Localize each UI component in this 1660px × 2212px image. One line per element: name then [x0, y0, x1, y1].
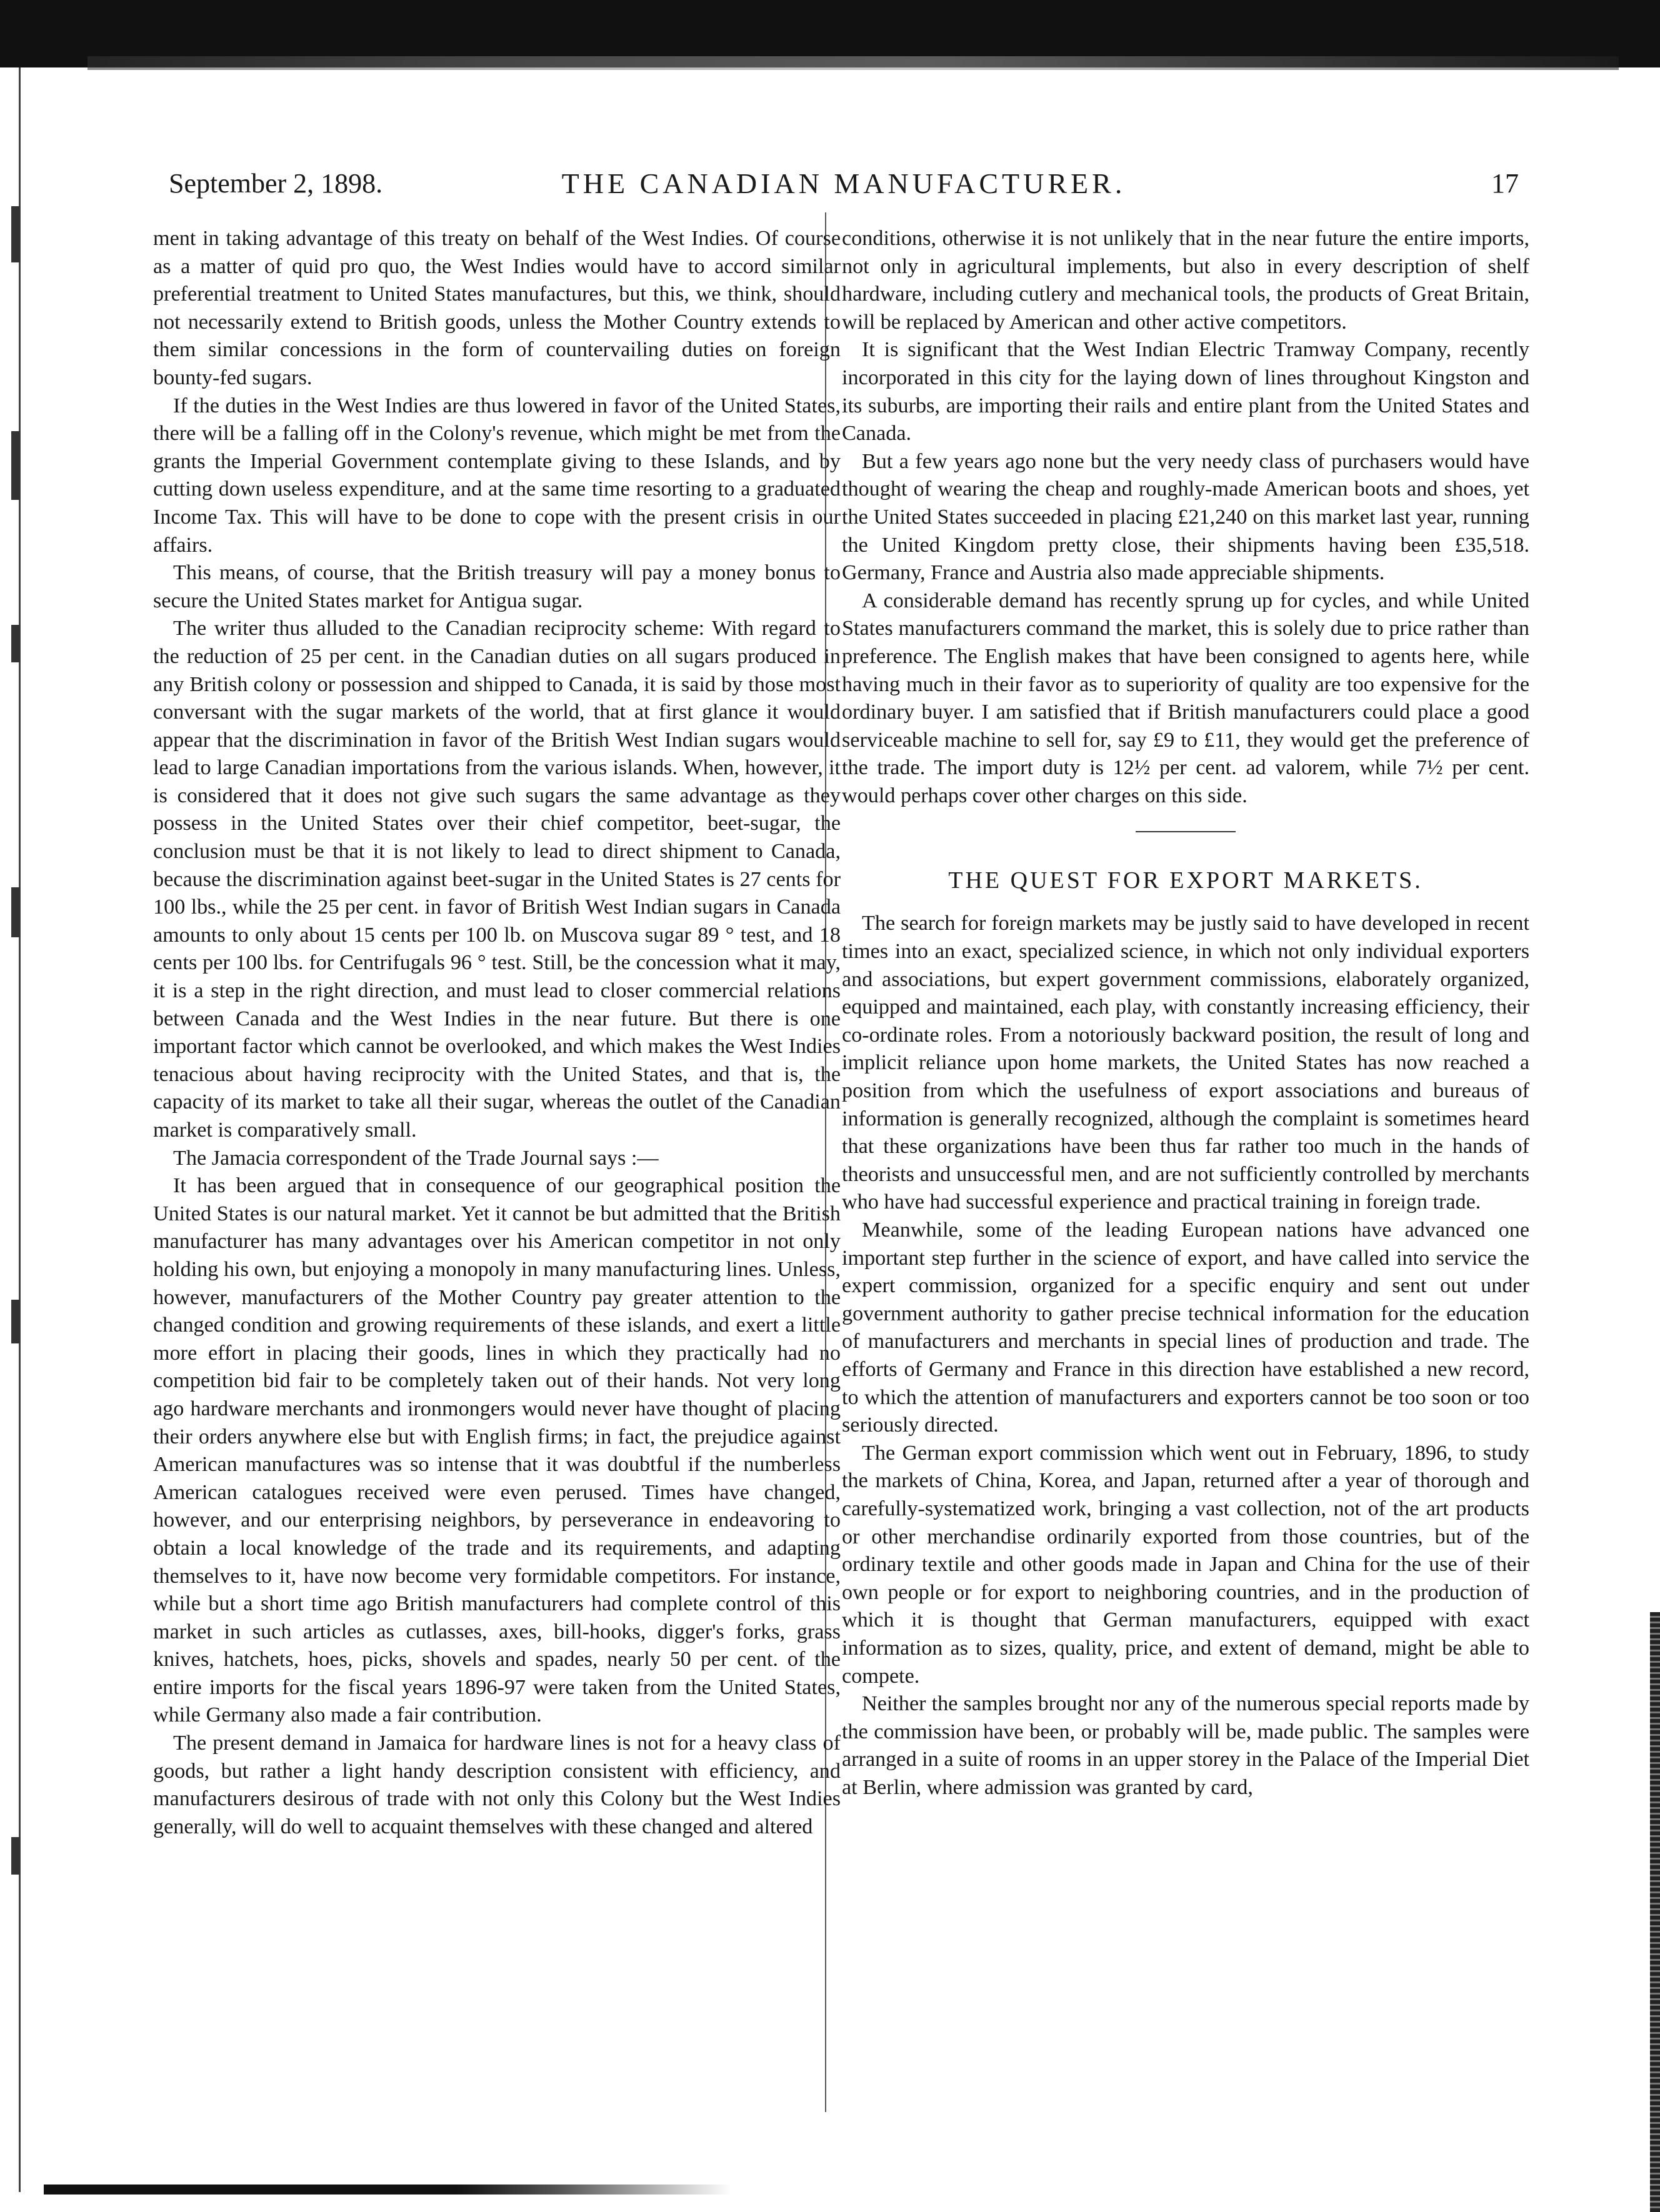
paragraph: But a few years ago none but the very needy class of purchasers would have thought of wearing the cheap and roughly-made American boots and shoes, yet the United States succeeded in placing £21,240 on this market last year, running the United Kingdom pretty close, their shipments having been £35,518. Germany, France and Austria also made appreciable shipments.: [842, 449, 1529, 585]
running-head: [169, 164, 1519, 204]
paragraph: conditions, otherwise it is not unlikely that in the near future the entire imports, not only in agricultural implements, but also in every description of shelf hardware, including cutlery and mechanical tools, the products of Great Britain, will be replaced by American and other active competitors.: [842, 227, 1529, 334]
paragraph: The writer thus alluded to the Canadian reciprocity scheme: With regard to the reduction of 25 per cent. in the Canadian duties on all sugars produced in any British colony or possession and shipped to Canada, it is said by those most conversant with the sugar markets of the world, that at first glance it would appear that the discrimination in favor of the British West Indian sugars would lead to large Canadian importations from the various islands. When, however, it is considered that it does not give such sugars the same advantage as they possess in the United States over their chief competitor, beet-sugar, the conclusion must be that it is not likely to lead to direct shipment to Canada, because the discrimination against beet-sugar in the United States is 27 cents for 100 lbs., while the 25 per cent. in favor of British West Indian sugars in Canada amounts to only about 15 cents per 100 lb. on Muscova sugar 89 ° test, and 18 cents per 100 lbs. for Centrifugals 96 ° test. Still, be the concession what it may, it is a step in the right direction, and must lead to closer commercial relations between Canada and the West Indies in the near future. But there is one important factor which cannot be overlooked, and which makes the West Indies tenacious about having reciprocity with the United States, and that is, the capacity of its market to take all their sugar, whereas the outlet of the Canadian market is comparatively small.: [153, 617, 841, 1142]
paragraph: The Jamacia correspondent of the Trade Journal says :—: [173, 1146, 659, 1170]
right-column: [842, 225, 1529, 1801]
scan-mark: [11, 887, 20, 937]
paragraph: It is significant that the West Indian Electric Tramway Company, recently incorporated in this city for the laying down of lines throughout Kingston and its suburbs, are importing their rails and entire plant from the United States and Canada.: [842, 338, 1529, 446]
scan-bottom-border: [44, 2185, 731, 2195]
publication-title: THE CANADIAN MANUFACTURER.: [561, 167, 1126, 199]
scan-mark: [11, 1837, 20, 1875]
paragraph: ment in taking advantage of this treaty on behalf of the West Indies. Of course as a matter of quid pro quo, the West Indies would have to accord similar preferential treatment to United States manufactures, but this, we think, should not necessarily extend to British goods, unless the Mother Country extends to them similar concessions in the form of countervailing duties on foreign bounty-fed sugars.: [153, 227, 841, 389]
page-number: 17: [1491, 168, 1519, 199]
scan-mark: [11, 431, 20, 500]
left-column: [153, 225, 841, 1841]
section-heading: THE QUEST FOR EXPORT MARKETS.: [948, 867, 1423, 894]
scan-streak: [88, 56, 1619, 70]
paragraph: This means, of course, that the British treasury will pay a money bonus to secure the United States market for Antigua sugar.: [153, 561, 841, 612]
paragraph: Meanwhile, some of the leading European nations have advanced one important step further in the science of export, and have called into service the expert commission, organized for a specific enquiry and sent out under government authority to gather precise technical information for the education of manufacturers and merchants in special lines of production and trade. The efforts of Germany and France in this direction have established a new record, to which the attention of manufacturers and exporters cannot be too soon or too seriously directed.: [842, 1218, 1529, 1437]
scan-mark: [11, 206, 20, 262]
paragraph: The search for foreign markets may be justly said to have developed in recent times into an exact, specialized science, in which not only individual exporters and associations, but expert government commissions, elaborately organized, equipped and maintained, each play, with constantly increasing efficiency, their co-ordinate roles. From a notoriously backward position, the result of long and implicit reliance upon home markets, the United States has now reached a position from which the usefulness of export associations and bureaus of information is generally recognized, although the complaint is sometimes heard that these organizations have been thus far rather too much in the hands of theorists and unsuccessful men, and are not sufficiently controlled by merchants who have had successful experience and practical training in foreign trade.: [842, 912, 1529, 1214]
scan-right-edge: [1650, 1612, 1660, 2212]
paragraph: Neither the samples brought nor any of the numerous special reports made by the commission have been, or probably will be, made public. The samples were arranged in a suite of rooms in an upper storey in the Palace of the Imperial Diet at Berlin, where admission was granted by card,: [842, 1692, 1529, 1799]
paragraph: The present demand in Jamaica for hardware lines is not for a heavy class of goods, but rather a light handy description consistent with efficiency, and manufacturers desirous of trade with not only this Colony but the West Indies generally, will do well to acquaint themselves with these changed and altered: [153, 1731, 841, 1838]
issue-date: September 2, 1898.: [169, 168, 383, 199]
paragraph: It has been argued that in consequence of our geographical position the United States is our natural market. Yet it cannot be but admitted that the British manufacturer has many advantages over his American competitor in not only holding his own, but enjoying a monopoly in many manufacturing lines. Unless, however, manufacturers of the Mother Country pay greater attention to the changed condition and growing requirements of these islands, and exert a little more effort in placing their goods, lines in which they practically had no competition bid fair to be completely taken out of their hands. Not very long ago hardware merchants and ironmongers would never have thought of placing their orders anywhere else but with English firms; in fact, the prejudice against American manufactures was so intense that it was doubtful if the numberless American catalogues received were even perused. Times have changed, however, and our enterprising neighbors, by perseverance in endeavoring to obtain a local knowledge of the trade and its requirements, and adapting themselves to it, have now become very formidable competitors. For instance, while but a short time ago British manufacturers had complete control of this market in such articles as cutlasses, axes, bill-hooks, digger's forks, grass knives, hatchets, hoes, picks, shovels and spades, nearly 50 per cent. of the entire imports for the fiscal years 1896-97 were taken from the United States, while Germany also made a fair contribution.: [153, 1174, 841, 1727]
paragraph: The German export commission which went out in February, 1896, to study the markets of China, Korea, and Japan, returned after a year of thorough and carefully-systematized work, bringing a vast collection, not of the art products or other merchandise ordinarily exported from those countries, but of the ordinary textile and other goods made in Japan and China for the use of their own people or for export to neighboring countries, and in the production of which it is thought that German manufacturers, equipped with exact information as to sizes, quality, price, and extent of demand, might be able to compete.: [842, 1441, 1529, 1688]
paragraph: If the duties in the West Indies are thus lowered in favor of the United States, there will be a falling off in the Colony's revenue, which might be met from the grants the Imperial Government contemplate giving to these Islands, and by cutting down useless expenditure, and at the same time resorting to a graduated Income Tax. This will have to be done to cope with the present crisis in our affairs.: [153, 394, 841, 557]
scan-mark: [11, 1300, 20, 1343]
paragraph: A considerable demand has recently sprung up for cycles, and while United States manufacturers command the market, this is solely due to price rather than preference. The English makes that have been consigned to agents here, while having much in their favor as to superiority of quality are too expensive for the ordinary buyer. I am satisfied that if British manufacturers could place a good serviceable machine to sell for, say £9 to £11, they would get the preference of the trade. The import duty is 12½ per cent. ad valorem, while 7½ per cent. would perhaps cover other charges on this side.: [842, 589, 1529, 807]
scan-mark: [11, 625, 20, 662]
section-divider: [1136, 831, 1236, 832]
